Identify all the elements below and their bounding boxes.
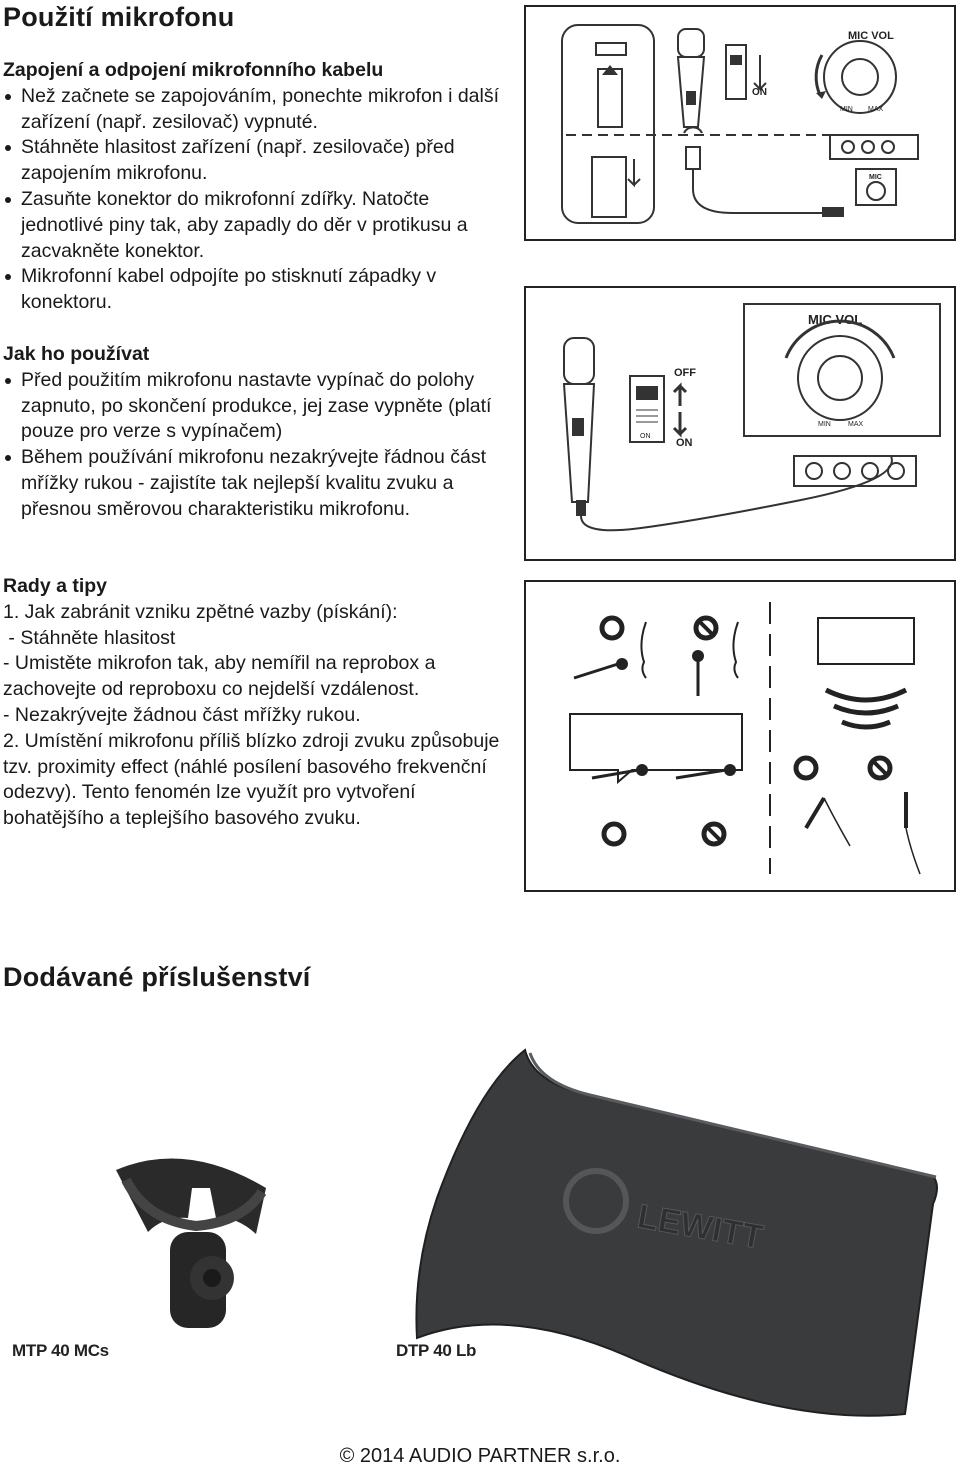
list-item: Stáhněte hlasitost zařízení (např. zesilovače) před zapojením mikrofonu. bbox=[3, 135, 508, 187]
list-item: Mikrofonní kabel odpojíte po stisknutí západky v konektoru. bbox=[3, 264, 508, 316]
figure2-min-text: MIN bbox=[818, 421, 831, 428]
prohibited-icon bbox=[870, 758, 890, 778]
figure2-max-text: MAX bbox=[848, 421, 864, 428]
figure-switch-diagram bbox=[524, 286, 956, 561]
figure2-on-text: ON bbox=[676, 437, 693, 449]
figure2-switch-on-text: ON bbox=[640, 433, 651, 440]
figure1-mic-vol-text: MIC VOL bbox=[848, 30, 894, 42]
list-item: Během používání mikrofonu nezakrývejte řádnou část mřížky rukou - zajistíte tak nejlepší kvalitu zvuku a přesnou směrovou charakteristiku mikrofonu. bbox=[3, 445, 508, 522]
section-tips bbox=[3, 574, 508, 832]
clip-label: MTP 40 MCs bbox=[12, 1341, 109, 1360]
tips-line: 1. Jak zabránit vzniku zpětné vazby (pískání): bbox=[3, 600, 398, 623]
tips-line: - Stáhněte hlasitost bbox=[3, 626, 176, 649]
section-usage bbox=[3, 342, 508, 523]
list-usage bbox=[3, 368, 508, 523]
prohibited-icon bbox=[704, 824, 724, 844]
pouch-brand-text: LEWITT bbox=[634, 1197, 766, 1257]
figure1-min-text: MIN bbox=[840, 106, 853, 113]
section-heading-tips: Rady a tipy bbox=[3, 575, 108, 597]
page-title: Použití mikrofonu bbox=[3, 2, 235, 32]
tips-line: - Nezakrývejte žádnou část mřížky rukou. bbox=[3, 703, 361, 726]
list-item: Zasuňte konektor do mikrofonní zdířky. Natočte jednotlivé piny tak, aby zapadly do děr v protikusu a zacvakněte konektor. bbox=[3, 187, 508, 264]
list-connect bbox=[3, 84, 508, 316]
ok-icon bbox=[604, 824, 624, 844]
ok-icon bbox=[602, 618, 622, 638]
list-item: Než začnete se zapojováním, ponechte mikrofon i další zařízení (např. zesilovač) vypnuté. bbox=[3, 84, 508, 136]
figure-tips-diagram bbox=[524, 580, 956, 892]
tips-line: 2. Umístění mikrofonu příliš blízko zdroji zvuku způsobuje tzv. proximity effect (náhlé posílení basového frekvenční odezvy). Tento fenomén lze využít pro vytvoření bohatějšího a teplejšího basového zvuku. bbox=[3, 729, 500, 830]
section-heading-usage: Jak ho používat bbox=[3, 343, 150, 365]
tips-diagram-illustration bbox=[526, 582, 956, 892]
ok-icon bbox=[796, 758, 816, 778]
connector-diagram-illustration bbox=[526, 7, 956, 241]
switch-diagram-illustration bbox=[526, 288, 956, 561]
section-connect bbox=[3, 58, 508, 316]
list-item: Před použitím mikrofonu nastavte vypínač do polohy zapnuto, po skončení produkce, jej zase vypněte (platí pouze pro verze s vypínačem) bbox=[3, 368, 508, 445]
prohibited-icon bbox=[696, 618, 716, 638]
section-heading-connect: Zapojení a odpojení mikrofonního kabelu bbox=[3, 59, 384, 81]
figure2-mic-vol-text: MIC VOL bbox=[808, 312, 863, 327]
clip-image bbox=[96, 1150, 296, 1340]
figure1-mic-text: MIC bbox=[869, 174, 882, 181]
figure-connector-diagram bbox=[524, 5, 956, 241]
tips-line: - Umistěte mikrofon tak, aby nemířil na reprobox a zachovejte od reproboxu co nejdelší vzdálenost. bbox=[3, 652, 436, 701]
figure1-on-text: ON bbox=[752, 87, 767, 98]
pouch-label: DTP 40 Lb bbox=[396, 1341, 477, 1360]
figure1-max-text: MAX bbox=[868, 106, 884, 113]
copyright: © 2014 AUDIO PARTNER s.r.o. bbox=[339, 1445, 621, 1467]
figure2-off-text: OFF bbox=[674, 367, 696, 379]
pouch-image bbox=[400, 1045, 960, 1425]
accessories-title: Dodávané příslušenství bbox=[3, 962, 311, 992]
